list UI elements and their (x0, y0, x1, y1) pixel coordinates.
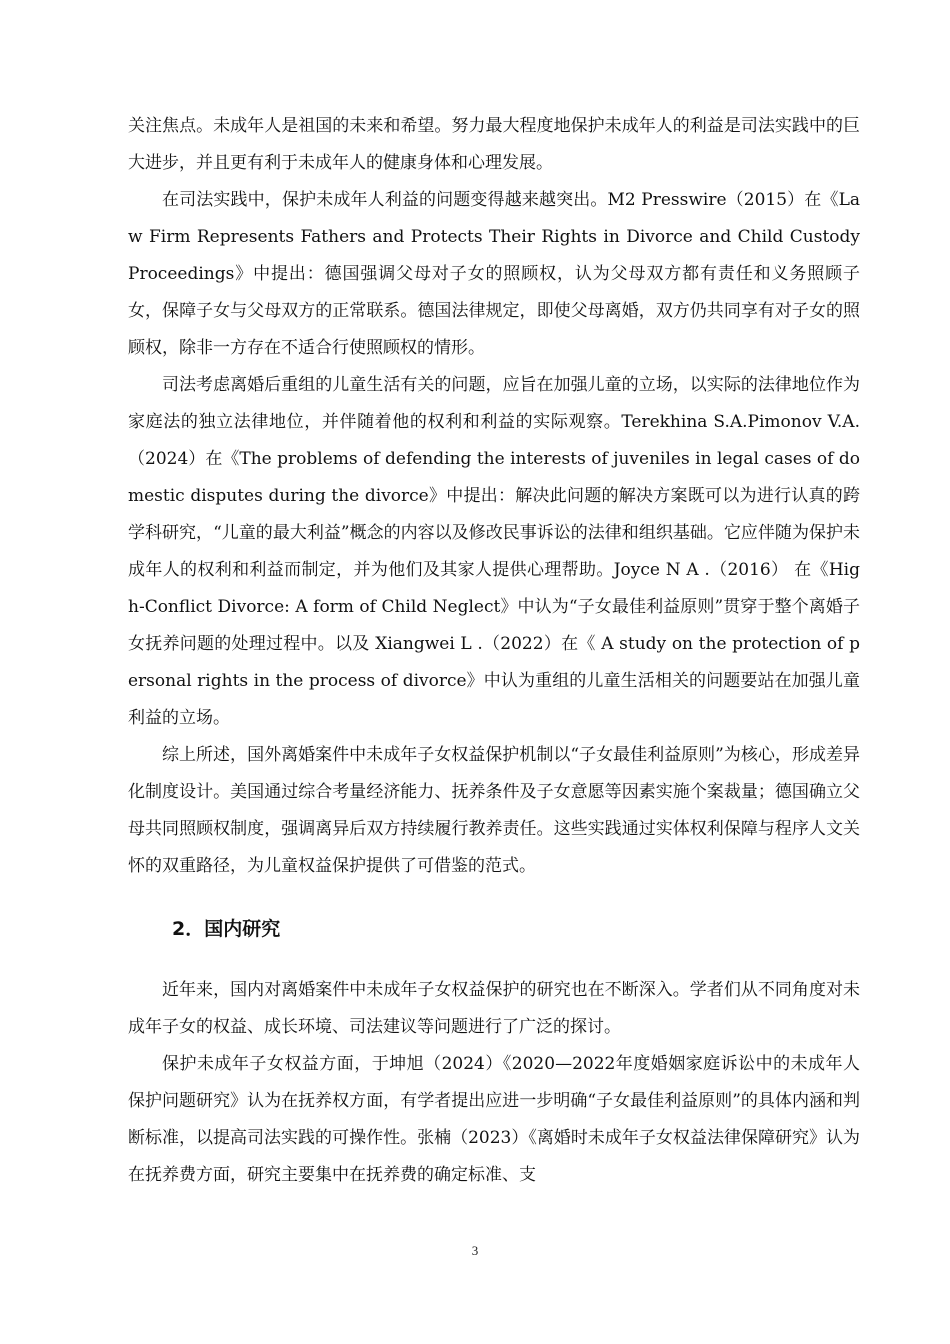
paragraph-domestic-rights: 保护未成年子女权益方面，于坤旭（2024）《2020—2022年度婚姻家庭诉讼中的未成年人保护问题研究》认为在抚养权方面，有学者提出应进一步明确“子女最佳利益原则”的具体内涵和判断标准，以提高司法实践的可操作性。张楠（2023）《离婚时未成年子女权益法律保障研究》认为在抚养费方面，研究主要集中在抚养费的确定标准、支 (128, 1054, 860, 1185)
page-number: 3 (471, 1243, 479, 1258)
section-heading: 2．国内研究 (172, 918, 281, 940)
paragraph-domestic-intro: 近年来，国内对离婚案件中未成年子女权益保护的研究也在不断深入。学者们从不同角度对未成年子女的权益、成长环境、司法建议等问题进行了广泛的探讨。 (128, 980, 860, 1037)
paragraph-terekhina: 司法考虑离婚后重组的儿童生活有关的问题，应旨在加强儿童的立场，以实际的法律地位作为家庭法的独立法律地位，并伴随着他的权利和利益的实际观察。Terekhina S.A.Pimonov V.A.（2024）在《The problems of defending the interests of juveniles in legal cases of domestic disputes during the divorce》中提出：解决此问题的解决方案既可以为进行认真的跨学科研究，“儿童的最大利益”概念的内容以及修改民事诉讼的法律和组织基础。它应伴随为保护未成年人的权利和利益而制定，并为他们及其家人提供心理帮助。Joyce N A .（2016） 在《High‑Conflict Divorce: A form of Child Neglect》中认为“子女最佳利益原则”贯穿于整个离婚子女抚养问题的处理过程中。以及 Xiangwei L .（2022）在《 A study on the protection of personal rights in the process of divorce》中认为重组的儿童生活相关的问题要站在加强儿童利益的立场。 (128, 375, 860, 728)
paragraph-summary: 综上所述，国外离婚案件中未成年子女权益保护机制以“子女最佳利益原则”为核心，形成差异化制度设计。美国通过综合考量经济能力、抚养条件及子女意愿等因素实施个案裁量；德国确立父母共同照顾权制度，强调离异后双方持续履行教养责任。这些实践通过实体权利保障与程序人文关怀的双重路径，为儿童权益保护提供了可借鉴的范式。 (128, 745, 860, 876)
paragraph-m2-presswire: 在司法实践中，保护未成年人利益的问题变得越来越突出。M2 Presswire（2015）在《Law Firm Represents Fathers and Protects Their Rights in Divorce and Child Custody Proceedings》中提出：德国强调父母对子女的照顾权，认为父母双方都有责任和义务照顾子女，保障子女与父母双方的正常联系。德国法律规定，即使父母离婚，双方仍共同享有对子女的照顾权，除非一方存在不适合行使照顾权的情形。 (128, 190, 860, 358)
body-text (128, 108, 860, 1194)
paragraph-continuation: 关注焦点。未成年人是祖国的未来和希望。努力最大程度地保护未成年人的利益是司法实践中的巨大进步，并且更有利于未成年人的健康身体和心理发展。 (128, 116, 860, 173)
